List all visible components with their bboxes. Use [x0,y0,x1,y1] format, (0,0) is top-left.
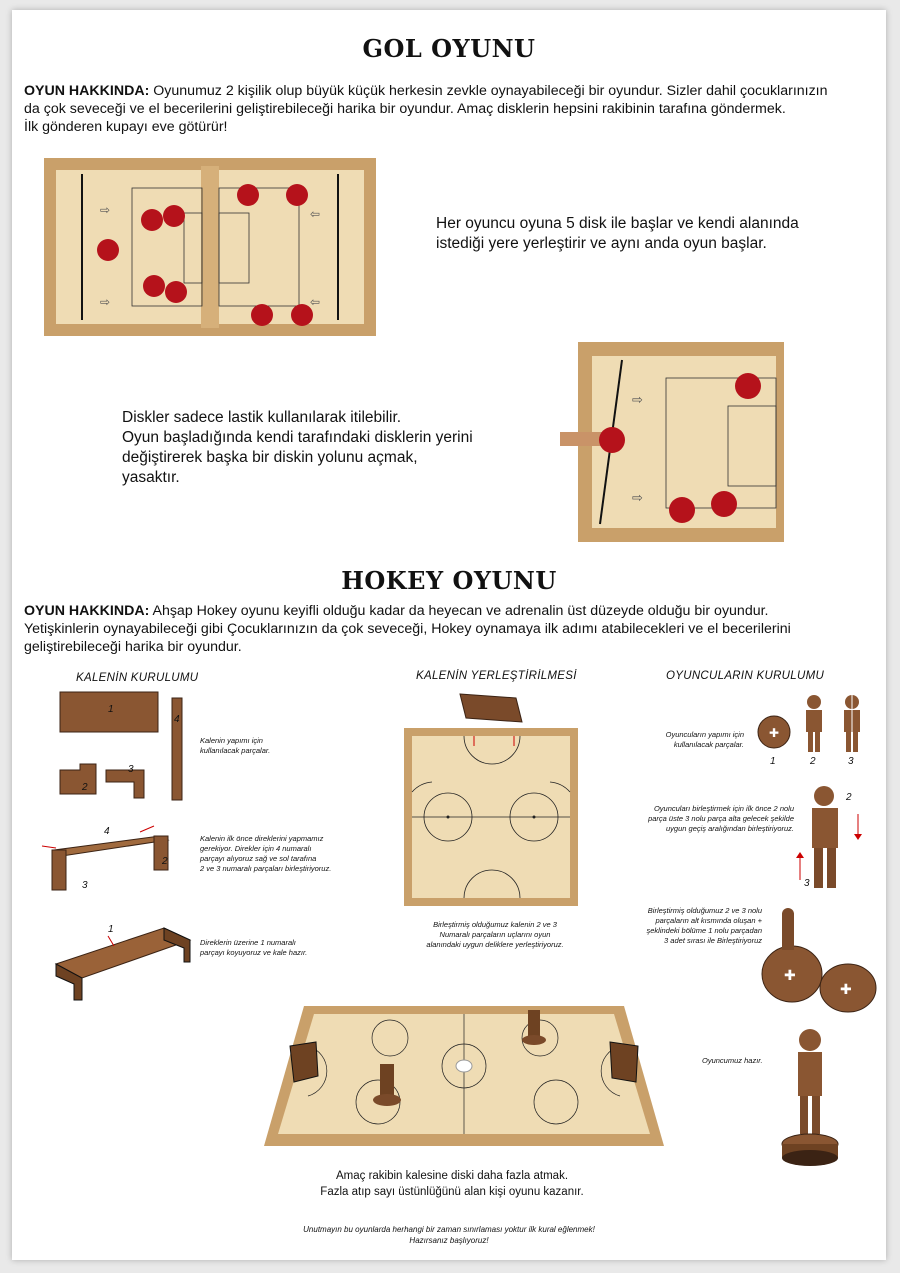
hokey-about [24,602,884,656]
goal-setup-note1 [200,736,270,756]
join-number-2: 2 [846,792,852,803]
svg-text:⇦: ⇦ [310,295,321,309]
part-number-4: 4 [174,714,180,725]
gol-about-label: OYUN HAKKINDA: [24,83,150,99]
goal-place-note-line1: Birleştirmiş olduğumuz kalenin 2 ve 3 [433,920,557,929]
gol-rule-line1: Diskler sadece lastik kullanılarak itilebilir. [122,409,402,426]
goal-assembled-illustration [52,920,194,1006]
gol-about-line1: Oyunumuz 2 kişilik olup büyük küçük herkesin zevkle oynayabileceği bir oyundur. Sizler dahil çocuklarınızın [149,83,828,99]
footer-line1: Unutmayın bu oyunlarda herhangi bir zaman sınırlaması yoktur ilk kural eğlenmek! [303,1225,595,1234]
goal-setup-note2-line4: 2 ve 3 numaralı parçaları birleştiriyoruz. [200,864,332,873]
player-join-illustration [782,780,882,900]
player-setup-note1-line2: kullanılacak parçalar. [673,740,744,749]
player-setup-note3-line2: parçaların alt kısmında oluşan + [655,916,762,925]
hockey-goal-line2: Fazla atıp sayı üstünlüğünü alan kişi oyunu kazanır. [320,1186,584,1198]
hockey-goal-line1: Amaç rakibin kalesine diski daha fazla atmak. [335,1170,569,1182]
svg-text:⇨: ⇨ [100,295,111,309]
gol-about-line2: da çok seveceği ve el becerilerini geliştirebileceği harika bir oyundur. Amaç disklerin hepsini rakibinin tarafına göndermek. [24,101,786,117]
svg-text:⇨: ⇨ [632,392,643,407]
gol-rule-line3: değiştirerek başka bir diskin yolunu açmak, [122,449,418,466]
hokey-about-line2: Yetişkinlerin oynayabileceği gibi Çocuklarınızın da çok seveceği, Hokey oynamaya ilk adımı atabilecekleri ve el becerilerini [24,621,791,637]
player-part-number-1: 1 [770,756,776,767]
player-setup-note2-line2: parça üste 3 nolu parça alta gelecek şekilde [648,814,794,823]
goal-setup-note3-line2: parçayı koyuyoruz ve kale hazır. [200,948,308,957]
goal-parts-illustration [52,686,192,802]
gol-about-line3: İlk gönderen kupayı eve götürür! [24,119,228,135]
goal-posts-illustration [42,822,192,898]
posts-number-4: 4 [104,826,110,837]
hokey-about-line3: geliştirebileceği harika bir oyundur. [24,639,242,655]
posts-number-2: 2 [162,856,168,867]
footer-line2: Hazırsanız başlıyoruz! [409,1236,489,1245]
goal-place-heading: KALENİN YERLEŞTİRİLMESİ [416,670,577,682]
join-number-3: 3 [804,878,810,889]
player-setup-note2-line3: uygun geçiş aralığından birleştiriyoruz. [666,824,794,833]
gol-board-illustration [44,158,376,336]
gol-rule-line2: Oyun başladığında kendi tarafındaki disklerin yerini [122,429,473,446]
goal-setup-note2-line1: Kalenin ilk önce direklerini yapmamız [200,834,324,843]
player-setup-note3-line3: şeklindeki bölüme 1 nolu parçadan [646,926,762,935]
goal-place-note-line3: alanındaki uygun deliklere yerleştiriyoruz. [426,940,564,949]
hockey-goal-text [302,1168,602,1200]
player-setup-note2-line1: Oyuncuları birleştirmek için ilk önce 2 nolu [653,804,794,813]
player-setup-note3-line4: 3 adet sırası ile Birleştiriyoruz [664,936,762,945]
part-number-1: 1 [108,704,114,715]
svg-text:⇨: ⇨ [632,490,643,505]
hockey-board-illustration [264,1006,664,1156]
goal-setup-note1-line2: kullanılacak parçalar. [200,746,271,755]
player-setup-heading: OYUNCULARIN KURULUMU [666,670,825,682]
part-number-2: 2 [82,782,88,793]
goal-place-note-line2: Numaralı parçaların uçlarını oyun [439,930,551,939]
svg-text:⇨: ⇨ [100,203,111,217]
footer [212,1224,686,1246]
goal-setup-note3-line1: Direklerin üzerine 1 numaralı [200,938,296,947]
goal-setup-note2-line3: parçayı alıyoruz sağ ve sol tarafına [200,854,317,863]
gol-start-line2: istediği yere yerleştirir ve aynı anda oyun başlar. [436,235,767,252]
goal-placement-illustration [404,692,580,908]
player-setup-note4: Oyuncumuz hazır. [702,1056,763,1065]
player-setup-note1-line1: Oyuncuların yapımı için [665,730,744,739]
player-setup-note2 [604,804,794,834]
player-part-number-2: 2 [810,756,816,767]
goal-setup-note2-line2: gerekiyor. Direkler için 4 numaralı [200,844,312,853]
player-ready-illustration [780,1026,840,1168]
player-setup-note1 [646,730,744,750]
player-base-illustration [756,908,880,1014]
gol-title: GOL OYUNU [362,34,536,63]
gol-start-text [436,214,856,254]
svg-text:✚: ✚ [769,726,780,740]
gol-about [24,82,884,136]
gol-board-closeup-illustration [578,342,784,542]
player-setup-note3-line1: Birleştirmiş olduğumuz 2 ve 3 nolu [647,906,762,915]
goal-setup-note3 [200,938,307,958]
gol-rule-text [122,408,542,488]
posts-number-3: 3 [82,880,88,891]
gol-start-line1: Her oyuncu oyuna 5 disk ile başlar ve kendi alanında [436,215,799,232]
part-number-3: 3 [128,764,134,775]
assembled-number-1: 1 [108,924,114,935]
hokey-about-label: OYUN HAKKINDA: [24,603,150,619]
hokey-title: HOKEY OYUNU [341,566,557,595]
player-setup-note3 [602,906,762,946]
goal-place-note [412,920,578,950]
gol-rule-line4: yasaktır. [122,469,180,486]
hokey-about-line1: Ahşap Hokey oyunu keyifli olduğu kadar da heyecan ve adrenalin üst düzeyde olduğu bir oyundur. [149,603,769,619]
svg-text:✚: ✚ [784,967,796,983]
goal-setup-heading: KALENİN KURULUMU [76,672,199,684]
goal-setup-note1-line1: Kalenin yapımı için [200,736,263,745]
instruction-sheet [12,10,886,1260]
svg-text:⇦: ⇦ [310,207,321,221]
goal-setup-note2 [200,834,331,874]
player-parts-illustration [756,690,876,754]
player-part-number-3: 3 [848,756,854,767]
svg-text:✚: ✚ [840,981,852,997]
